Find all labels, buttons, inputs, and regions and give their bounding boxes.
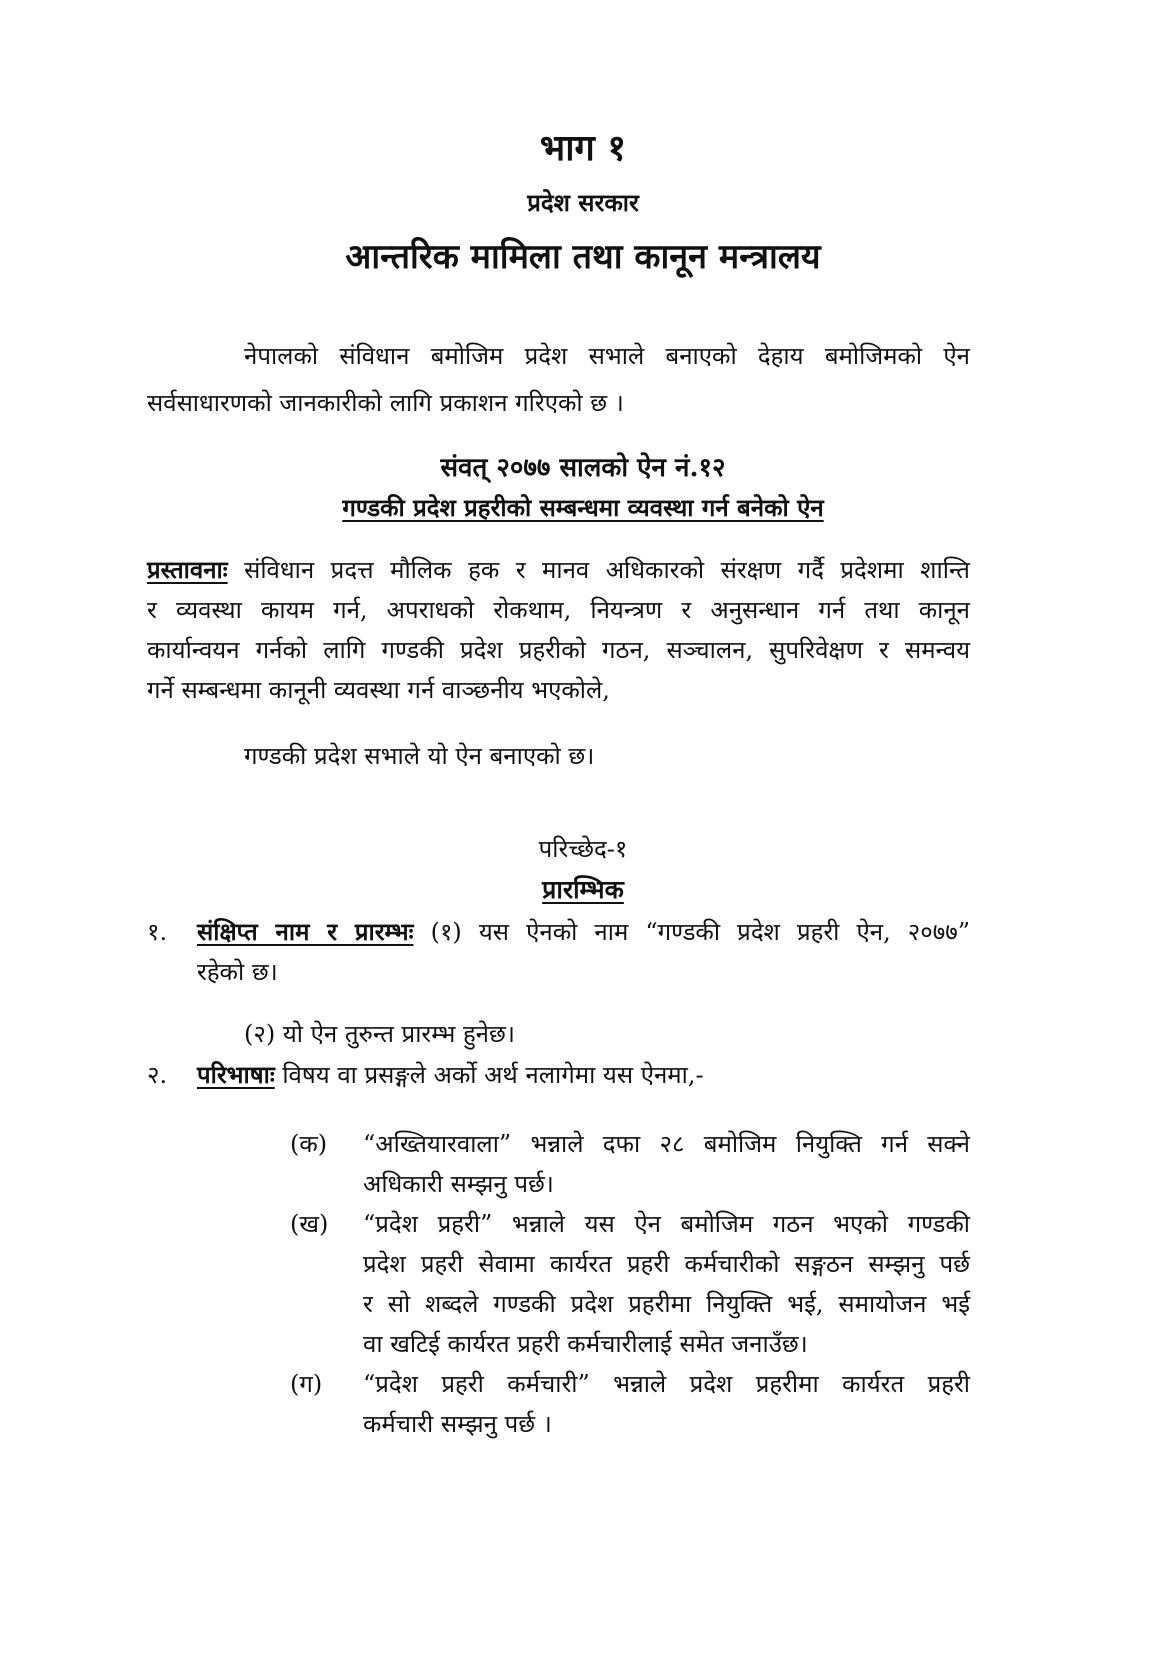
preamble-line-2: र व्यवस्था कायम गर्न, अपराधको रोकथाम, नियन्त्रण र अनुसन्धान गर्न तथा कानून [147, 596, 970, 624]
clause-ka-line-2: अधिकारी सम्झनु पर्छ। [363, 1170, 554, 1198]
preamble-line-4: गर्ने सम्बन्धमा कानूनी व्यवस्था गर्न वाञ्छनीय भएकोले, [147, 676, 610, 704]
notice-line-1: नेपालको संविधान बमोजिम प्रदेश सभाले बनाएको देहाय बमोजिमको ऐन [244, 342, 970, 370]
section-1-line-2: रहेको छ। [197, 958, 278, 986]
clause-ka-marker: (क) [290, 1130, 328, 1158]
section-2-text: विषय वा प्रसङ्गले अर्को अर्थ नलागेमा यस ऐनमा,- [282, 1061, 704, 1089]
notice-line-2: सर्वसाधारणको जानकारीको लागि प्रकाशन गरिएको छ । [147, 389, 624, 417]
clause-kha-line-3: र सो शब्दले गण्डकी प्रदेश प्रहरीमा नियुक्ति भई, समायोजन भई [363, 1290, 970, 1318]
section-2-line [197, 1055, 704, 1095]
preamble-line-1 [147, 550, 970, 590]
act-title: गण्डकी प्रदेश प्रहरीको सम्बन्धमा व्यवस्था गर्न बनेको ऐन [342, 493, 824, 522]
section-1-line-1 [197, 912, 970, 952]
preamble-line-3: कार्यान्वयन गर्नको लागि गण्डकी प्रदेश प्रहरीको गठन, सञ्चालन, सुपरिवेक्षण र समन्वय [147, 636, 970, 664]
clause-kha-marker: (ख) [290, 1210, 329, 1238]
clause-ga-marker: (ग) [290, 1370, 323, 1398]
section-1-number: १. [147, 918, 168, 946]
section-1-heading: संक्षिप्त नाम र प्रारम्भः [197, 917, 414, 946]
clause-kha-line-2: प्रदेश प्रहरी सेवामा कार्यरत प्रहरी कर्मचारीको सङ्गठन सम्झनु पर्छ [363, 1250, 970, 1278]
chapter-number: परिच्छेद-१ [538, 835, 628, 863]
enactment-clause: गण्डकी प्रदेश सभाले यो ऐन बनाएको छ। [244, 742, 595, 770]
clause-kha-line-4: वा खटिई कार्यरत प्रहरी कर्मचारीलाई समेत जनाउँछ। [363, 1330, 808, 1358]
act-number: संवत् २०७७ सालको ऐन नं.१२ [440, 453, 726, 483]
government-title: प्रदेश सरकार [527, 188, 639, 217]
section-2-number: २. [147, 1061, 168, 1089]
section-1-subsection-2: (२) यो ऐन तुरुन्त प्रारम्भ हुनेछ। [244, 1020, 515, 1048]
clause-ga-line-2: कर्मचारी सम्झनु पर्छ । [363, 1410, 552, 1438]
ministry-title: आन्तरिक मामिला तथा कानून मन्त्रालय [345, 237, 821, 277]
section-2-heading: परिभाषाः [197, 1060, 275, 1089]
preamble-text-1: संविधान प्रदत्त मौलिक हक र मानव अधिकारको संरक्षण गर्दै प्रदेशमा शान्ति [244, 556, 970, 584]
clause-ka-line-1: “अख्तियारवाला” भन्नाले दफा २८ बमोजिम नियुक्ति गर्न सक्ने [363, 1130, 970, 1158]
part-title: भाग १ [539, 127, 627, 169]
preamble-label: प्रस्तावनाः [147, 555, 228, 584]
section-1-text-1: (१) यस ऐनको नाम “गण्डकी प्रदेश प्रहरी ऐन, २०७७” [430, 918, 970, 946]
clause-kha-line-1: “प्रदेश प्रहरी” भन्नाले यस ऐन बमोजिम गठन भएको गण्डकी [363, 1210, 970, 1238]
chapter-title: प्रारम्भिक [542, 875, 624, 904]
clause-ga-line-1: “प्रदेश प्रहरी कर्मचारी” भन्नाले प्रदेश प्रहरीमा कार्यरत प्रहरी [363, 1370, 970, 1398]
